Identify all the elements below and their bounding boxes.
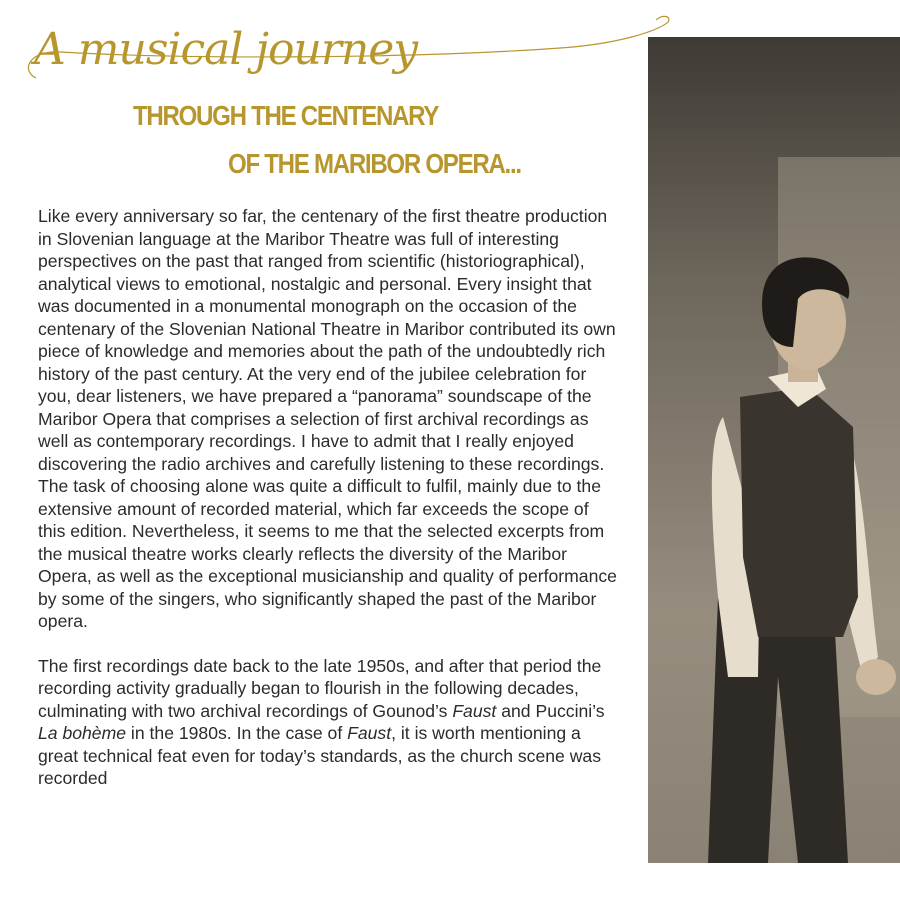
faust-title: Faust: [452, 700, 497, 721]
paragraph-2-text-a: The first recordings date back to the late 1950s, and after that period the recording activity gradually began to flourish in the following decades, culminating with two archival recordings of Gounod’s: [38, 655, 602, 721]
singer-photo: [648, 37, 900, 863]
subtitle-line-1: THROUGH THE CENTENARY: [133, 100, 439, 131]
paragraph-2-text-b: and Puccini’s: [496, 700, 605, 721]
paragraph-2-text-d: , it is worth mentioning a great technical feat even for today’s standards, as the church scene was recorded: [38, 723, 601, 788]
subtitle-line-2: OF THE MARIBOR OPERA...: [228, 148, 521, 179]
paragraph-2: [38, 655, 618, 790]
paragraph-2-text-c: in the 1980s. In the case of: [126, 723, 348, 743]
paragraph-1: Like every anniversary so far, the centenary of the first theatre production in Slovenian language at the Maribor Theatre was full of interesting perspectives on the past that ranged from scientific (historiographical), analytical views to emotional, nostalgic and personal. Every insight that was documented in a monumental monograph on the occasion of the centenary of the Slovenian National Theatre in Maribor contributed its own piece of knowledge and memories about the path of the undoubtedly rich history of the past century. At the very end of the jubilee celebration for you, dear listeners, we have prepared a “panorama” soundscape of the Maribor Opera that comprises a selection of first archival recordings as well as contemporary recordings. I have to admit that I really enjoyed discovering the radio archives and carefully listening to these recordings. The task of choosing alone was quite a difficult to fulfil, mainly due to the extensive amount of recorded material, which far exceeds the scope of this edition. Nevertheless, it seems to me that the selected excerpts from the musical theatre works clearly reflects the diversity of the Maribor Opera, as well as the exceptional musicianship and quality of performance by some of the singers, who significantly shaped the past of the Maribor opera.: [38, 206, 617, 631]
article-body: [38, 205, 618, 812]
boheme-title: La bohème: [38, 723, 127, 743]
faust-title-2: Faust: [347, 723, 392, 743]
singer-illustration: [648, 37, 900, 863]
script-title: A musical journey: [34, 24, 418, 75]
